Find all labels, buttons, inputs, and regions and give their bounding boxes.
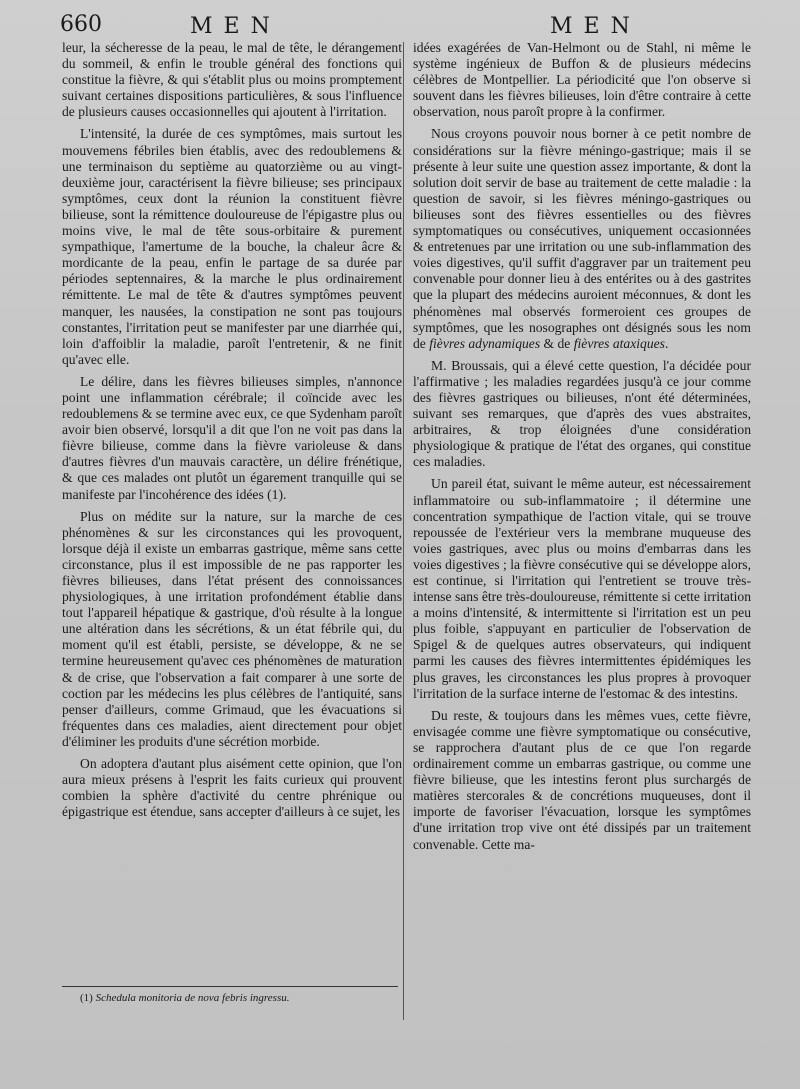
footnote-rule [62,986,398,987]
paragraph: Du reste, & toujours dans les mêmes vues, cette fièvre, envisagée comme une fièvre symptomatique ou consécutive, se rapprochera d'autant plus de ce que l'on regarde ordinairement comme un embarras gastrique, ou comme une fièvre bilieuse, que les intestins feront plus surchargés de matières stercorales & de concrétions muqueuses, dont il importe de favoriser l'évacuation, lorsque les symptômes d'une irritation trop vive ont été dissipés par un traitement convenable. Cette ma- [413,707,751,852]
footnote-text: Schedula monitoria de nova febris ingressu. [95,992,290,1004]
left-column [62,40,402,826]
conjunction: & de [540,335,574,351]
paragraph: M. Broussais, qui a élevé cette question, l'a décidée pour l'affirmative ; les maladies regardées jusqu'à ce jour comme des fièvres gastriques ou bilieuses, n'ont été déterminées, suivant ses remarques, que d'après des vues abstraites, arbitraires, & trop éloignées d'une considération physiologique & pratique de l'état des organes, qui constitue ces maladies. [413,357,751,470]
paragraph: On adoptera d'autant plus aisément cette opinion, que l'on aura mieux présens à l'esprit les faits curieux qui prouvent combien la sphère d'activité du centre phrénique ou épigastrique est étendue, sans accepter d'ailleurs à ce sujet, les [62,756,402,820]
footnote [80,992,400,1004]
paragraph: L'intensité, la durée de ces symptômes, mais surtout les mouvemens fébriles bien établis, avec des redoublemens & une terminaison du septième au quatorzième ou au vingt-deuxième jour, caractérisent la fièvre bilieuse; ses principaux symptômes, ceux dont la réunion la constituent fièvre bilieuse, sont la rémittence douloureuse de l'épigastre plus ou moins vive, le mal de tête sous-orbitaire & purement sympathique, l'amertume de la bouche, la chaleur âcre & mordicante de la peau, enfin le partage de sa durée par périodes septennaires, & la marche le plus ordinairement rémittente. Le mal de tête & d'autres symptômes peuvent manquer, les nausées, la constipation ne sont pas toujours constantes, l'irritation peut se manifester par une diarrhée qui, loin d'affoiblir la maladie, paroît l'entretenir, & ne finit qu'avec elle. [62,126,402,367]
paragraph-text: Nous croyons pouvoir nous borner à ce petit nombre de considérations sur la fièvre méningo-gastrique; mais il se présente à leur suite une question assez importante, & dont la solution doit servir de base au traitement de cette maladie : la question de savoir, si les fièvres méningo-gastriques ou bilieuses sont des fièvres essentielles ou des fièvres symptomatiques ou consécutives, uniquement occasionnées & entretenues par une irritation ou une sub-inflammation des voies digestives, qu'il suffit d'aggraver par un traitement peu convenable pour donner lieu à des entérites ou à des gastrites que la plupart des médecins auroient méconnues, & dont les phénomènes mal observés formeroient ces groupes de symptômes, que les nosographes ont désignés sous les nom de [413,126,751,351]
paragraph [413,126,751,351]
italic-term: fièvres ataxiques [573,335,665,351]
paragraph: idées exagérées de Van-Helmont ou de Stahl, ni même le système ingénieux de Buffon & de plusieurs médecins célèbres de Montpellier. La périodicité que l'on observe si souvent dans les fièvres bilieuses, loin d'être contraire à cette observation, nous paroît propre à la confirmer. [413,40,751,120]
column-divider [403,42,404,1020]
running-head-left: MEN [190,14,281,39]
paragraph: leur, la sécheresse de la peau, le mal de tête, le dérangement du sommeil, & enfin le trouble général des fonctions qui constitue la fièvre, & qui s'établit plus ou moins promptement suivant certaines dispositions particulières, & sous l'influence de plusieurs causes occasionnelles qui ajoutent à l'irritation. [62,40,402,120]
paragraph: Plus on médite sur la nature, sur la marche de ces phénomènes & sur les circonstances qui les provoquent, lorsque déjà il existe un embarras gastrique, même sans cette circonstance, plus il est impossible de ne pas rapporter les fièvres bilieuses, dans l'état présent des connoissances physiologiques, à une irritation profondément établie dans tout l'appareil hépatique & gastrique, d'où résulte à la longue une altération dans les sécrétions, & un état fébrile qui, du moment qu'il est établi, persiste, se développe, & ne se termine heureusement qu'avec ces phénomènes de maturation & de crise, que l'observation a fait comparer à une sorte de coction par les médecins les plus célèbres de l'antiquité, sans penser d'ailleurs, comme Grimaud, que les évacuations si fréquentes dans ces maladies, aient directement pour objet d'éliminer les produits d'une sécrétion morbide. [62,508,402,749]
running-head-right: MEN [550,14,641,39]
page-number: 660 [60,12,102,37]
footnote-mark: (1) [80,992,93,1004]
paragraph: Un pareil état, suivant le même auteur, est nécessairement inflammatoire ou sub-inflammatoire ; il détermine une concentration sympathique de l'action vitale, qui se trouve repoussée de l'extérieur vers la membrane muqueuse des voies gastriques, avec plus ou moins d'embarras dans les voies digestives ; la fièvre consécutive qui se développe alors, est continue, si l'irritation qui l'entretient se trouve très-intense sans être très-douloureuse, rémittente si cette irritation a moins d'intensité, & intermittente si l'irritation est un peu plus foible, s'appuyant en particulier de l'observation de Spigel & de quelques autres observateurs, qui indiquent parmi les causes des fièvres intermittentes épidémiques les plus graves, les circonstances les plus propres à provoquer l'irritation de la surface interne de l'estomac & des intestins. [413,476,751,701]
right-column [413,40,751,859]
period: . [664,335,669,351]
running-header [0,8,800,44]
paragraph: Le délire, dans les fièvres bilieuses simples, n'annonce point une inflammation cérébrale; il coïncide avec les redoublemens & se termine avec eux, ce que Sydenham paroît avoir bien observé, lorsqu'il a dit que l'on ne voit pas dans la fièvre bilieuse, comme dans la fièvre varioleuse & dans d'autres fièvres d'un mauvais caractère, un délire frénétique, & que ces malades ont plutôt un égarement tranquille qui se manifeste par l'incohérence des idées (1). [62,373,402,502]
italic-term: fièvres adynamiques [429,335,541,351]
